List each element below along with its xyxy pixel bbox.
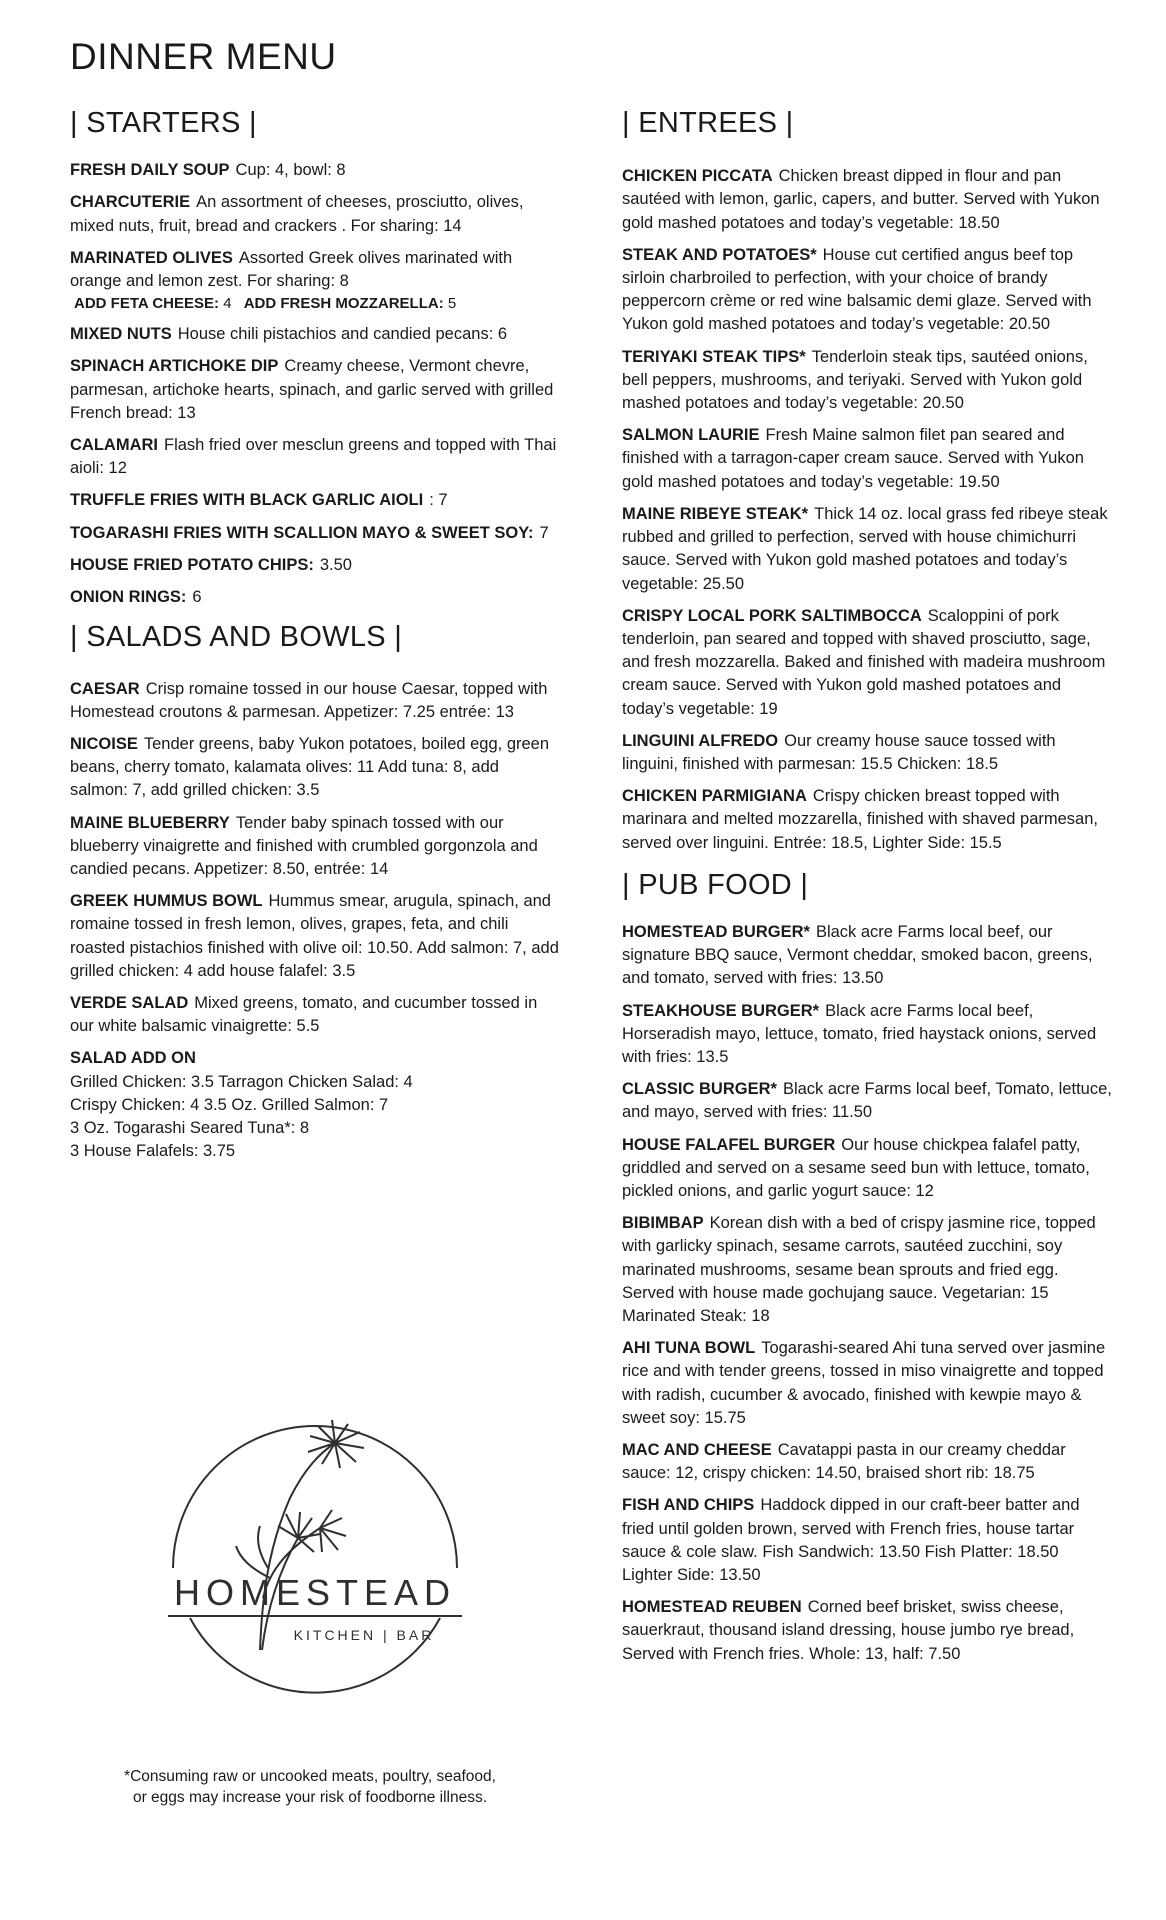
logo-tagline-text: KITCHEN | BAR bbox=[293, 1627, 435, 1643]
menu-item bbox=[70, 191, 560, 237]
logo-brand-text: HOMESTEAD bbox=[173, 1572, 457, 1613]
item-name: FRESH DAILY SOUP bbox=[70, 161, 230, 180]
item-name: MARINATED OLIVES bbox=[70, 248, 233, 267]
menu-item bbox=[622, 1439, 1112, 1485]
olive-addons bbox=[74, 294, 560, 314]
item-desc: Flash fried over mesclun greens and topped with Thai aioli: 12 bbox=[70, 436, 557, 478]
menu-item bbox=[70, 323, 560, 346]
item-name: BIBIMBAP bbox=[622, 1214, 704, 1233]
item-name: HOUSE FALAFEL BURGER bbox=[622, 1135, 836, 1154]
item-desc: Hummus smear, arugula, spinach, and romaine tossed in fresh lemon, olives, grapes, feta, and chili roasted pistachios finished with olive oil: 10.50. Add salmon: 7, add grilled chicken: 4 add house falafel: 3.5 bbox=[70, 892, 559, 980]
item-name: NICOISE bbox=[70, 734, 138, 753]
menu-item bbox=[622, 605, 1112, 721]
item-desc: Crispy chicken breast topped with marinara and melted mozzarella, finished with shaved parmesan, served over linguini. Entrée: 18.5, Lighter Side: 15.5 bbox=[622, 787, 1098, 852]
item-name: SPINACH ARTICHOKE DIP bbox=[70, 357, 279, 376]
item-name: ONION RINGS: bbox=[70, 588, 187, 607]
menu-item bbox=[70, 733, 560, 803]
item-desc: Cup: 4, bowl: 8 bbox=[235, 161, 346, 180]
item-desc: Korean dish with a bed of crispy jasmine rice, topped with garlicky spinach, sesame carrots, sautéed zucchini, soy marinated mushrooms, sesame bean sprouts and fried egg. Served with house made gochujang sauce. Vegetarian: 15 Marinated Steak: 18 bbox=[622, 1214, 1096, 1326]
item-desc: Corned beef brisket, swiss cheese, sauerkraut, thousand island dressing, house jumbo rye bread, Served with French fries. Whole: 13, half: 7.50 bbox=[622, 1598, 1075, 1663]
item-name: TOGARASHI FRIES WITH SCALLION MAYO & SWEET SOY: bbox=[70, 523, 534, 542]
menu-item bbox=[622, 1494, 1112, 1587]
item-name: CLASSIC BURGER* bbox=[622, 1080, 777, 1099]
item-desc: Scaloppini of pork tenderloin, pan seared and topped with shaved prosciutto, sage, and fresh mozzarella. Baked and finished with madeira mushroom cream sauce. Served with Yukon gold mashed potatoes and today’s vegetable: 19 bbox=[622, 606, 1106, 718]
menu-item bbox=[622, 1000, 1112, 1070]
menu-item bbox=[622, 244, 1112, 337]
salad-addon-block bbox=[70, 1047, 560, 1163]
item-desc: 7 bbox=[539, 523, 549, 542]
addon-feta-price: 4 bbox=[223, 295, 232, 313]
item-desc: Our house chickpea falafel patty, griddled and served on a sesame seed bun with lettuce, tomato, pickled onions, and garlic yogurt sauce: 12 bbox=[622, 1135, 1090, 1201]
page-title: DINNER MENU bbox=[70, 36, 337, 77]
item-desc: An assortment of cheeses, prosciutto, olives, mixed nuts, fruit, bread and crackers . For sharing: 14 bbox=[70, 193, 524, 235]
item-name: MIXED NUTS bbox=[70, 325, 172, 344]
item-name: LINGUINI ALFREDO bbox=[622, 731, 779, 750]
menu-item bbox=[622, 346, 1112, 416]
disclaimer-line: *Consuming raw or uncooked meats, poultry, seafood, bbox=[124, 1768, 496, 1785]
salad-addon-line: 3 House Falafels: 3.75 bbox=[70, 1142, 236, 1161]
menu-item bbox=[70, 992, 560, 1038]
salad-addon-line: 3 Oz. Togarashi Seared Tuna*: 8 bbox=[70, 1119, 310, 1137]
menu-item bbox=[70, 434, 560, 480]
item-desc: 3.50 bbox=[319, 555, 352, 574]
disclaimer bbox=[90, 1766, 530, 1808]
item-name: HOMESTEAD REUBEN bbox=[622, 1598, 802, 1617]
item-desc: Black acre Farms local beef, our signature BBQ sauce, Vermont cheddar, smoked bacon, greens, and tomato, served with fries: 13.50 bbox=[622, 922, 1093, 988]
item-name: SALMON LAURIE bbox=[622, 426, 760, 445]
menu-item bbox=[70, 522, 560, 545]
item-desc: Tenderloin steak tips, sautéed onions, bell peppers, mushrooms, and teriyaki. Served with Yukon gold mashed potatoes and today’s vegetable: 20.50 bbox=[622, 347, 1088, 413]
item-name: CHICKEN PARMIGIANA bbox=[622, 787, 807, 806]
section-heading-entrees: | ENTREES | bbox=[622, 107, 794, 139]
item-name: CAESAR bbox=[70, 679, 140, 698]
item-name: CHICKEN PICCATA bbox=[622, 167, 773, 186]
item-desc: Tender baby spinach tossed with our blueberry vinaigrette and finished with crumbled gorgonzola and candied pecans. Appetizer: 8.50, entrée: 14 bbox=[70, 813, 538, 878]
item-name: AHI TUNA BOWL bbox=[622, 1339, 756, 1358]
item-desc: Chicken breast dipped in flour and pan sautéed with lemon, garlic, capers, and butter. Served with Yukon gold mashed potatoes and today’s vegetable: 18.50 bbox=[622, 167, 1100, 232]
section-heading-starters: | STARTERS | bbox=[70, 107, 257, 139]
item-name: VERDE SALAD bbox=[70, 993, 189, 1012]
menu-item bbox=[70, 890, 560, 983]
addon-mozzarella-price: 5 bbox=[447, 295, 457, 313]
menu-item bbox=[70, 159, 560, 182]
menu-item bbox=[622, 1078, 1112, 1124]
item-name: HOMESTEAD BURGER* bbox=[622, 922, 810, 941]
item-name: MAINE BLUEBERRY bbox=[70, 813, 230, 832]
item-desc: Our creamy house sauce tossed with linguini, finished with parmesan: 15.5 Chicken: 18.5 bbox=[622, 731, 1056, 773]
menu-item bbox=[622, 921, 1112, 991]
menu-item bbox=[622, 730, 1112, 776]
dandelion-circle-icon bbox=[150, 1418, 480, 1708]
item-name: CRISPY LOCAL PORK SALTIMBOCCA bbox=[622, 606, 922, 625]
item-name: FISH AND CHIPS bbox=[622, 1496, 755, 1515]
menu-item bbox=[622, 785, 1112, 855]
menu-item bbox=[70, 355, 560, 425]
item-desc: Assorted Greek olives marinated with orange and lemon zest. For sharing: 8 bbox=[70, 248, 513, 291]
menu-item bbox=[70, 678, 560, 724]
menu-item bbox=[622, 503, 1112, 596]
item-name: HOUSE FRIED POTATO CHIPS: bbox=[70, 555, 314, 574]
menu-item bbox=[622, 1134, 1112, 1204]
addon-feta-label: ADD FETA CHEESE: bbox=[74, 295, 220, 313]
item-desc: House cut certified angus beef top sirloin charbroiled to perfection, with your choice of brandy peppercorn crème or red wine balsamic demi glaze. Served with Yukon gold mashed potatoes and today’s vegetable: 20.50 bbox=[622, 245, 1092, 334]
menu-item bbox=[70, 586, 560, 609]
item-name: TERIYAKI STEAK TIPS* bbox=[622, 347, 806, 366]
disclaimer-line: or eggs may increase your risk of foodborne illness. bbox=[132, 1789, 488, 1806]
addon-mozzarella-label: ADD FRESH MOZZARELLA: bbox=[243, 295, 444, 313]
menu-item bbox=[622, 424, 1112, 494]
salad-addon-line: Crispy Chicken: 4 3.5 Oz. Grilled Salmon: 7 bbox=[70, 1095, 389, 1114]
item-name: CHARCUTERIE bbox=[70, 193, 191, 212]
item-name: STEAK AND POTATOES* bbox=[622, 245, 817, 264]
item-desc: Cavatappi pasta in our creamy cheddar sauce: 12, crispy chicken: 14.50, braised short rib: 18.75 bbox=[622, 1441, 1066, 1483]
homestead-logo bbox=[150, 1418, 480, 1708]
item-desc: Creamy cheese, Vermont chevre, parmesan, artichoke hearts, spinach, and garlic served with grilled French bread: 13 bbox=[70, 357, 554, 422]
menu-item bbox=[70, 247, 560, 293]
menu-item bbox=[622, 165, 1112, 235]
menu-item bbox=[622, 1596, 1112, 1666]
item-desc: : 7 bbox=[429, 491, 448, 510]
left-column bbox=[70, 105, 560, 1163]
salad-addon-line: Grilled Chicken: 3.5 Tarragon Chicken Salad: 4 bbox=[70, 1072, 413, 1091]
item-desc: Black acre Farms local beef, Horseradish mayo, lettuce, tomato, fried haystack onions, served with fries: 13.5 bbox=[622, 1001, 1097, 1066]
item-desc: House chili pistachios and candied pecans: 6 bbox=[177, 325, 508, 344]
salad-addon-heading: SALAD ADD ON bbox=[70, 1049, 196, 1068]
menu-item bbox=[622, 1337, 1112, 1430]
menu-item bbox=[70, 489, 560, 512]
item-name: TRUFFLE FRIES WITH BLACK GARLIC AIOLI bbox=[70, 491, 424, 510]
item-desc: Tender greens, baby Yukon potatoes, boiled egg, green beans, cherry tomato, kalamata olives: 11 Add tuna: 8, add salmon: 7, add grilled chicken: 3.5 bbox=[70, 734, 550, 800]
item-desc: Crisp romaine tossed in our house Caesar, topped with Homestead croutons & parmesan. Appetizer: 7.25 entrée: 13 bbox=[70, 679, 548, 721]
section-heading-salads: | SALADS AND BOWLS | bbox=[70, 621, 403, 654]
item-name: GREEK HUMMUS BOWL bbox=[70, 892, 263, 911]
section-heading-pub-food: | PUB FOOD | bbox=[622, 868, 809, 901]
right-column bbox=[622, 105, 1112, 1675]
item-desc: Haddock dipped in our craft-beer batter and fried until golden brown, served with French fries, house tartar sauce & cole slaw. Fish Sandwich: 13.50 Fish Platter: 18.50 Lighter Side: 13.50 bbox=[622, 1496, 1080, 1585]
item-name: MAINE RIBEYE STEAK* bbox=[622, 504, 809, 523]
item-desc: 6 bbox=[192, 588, 202, 607]
menu-item bbox=[622, 1212, 1112, 1328]
menu-item bbox=[70, 554, 560, 577]
item-desc: Togarashi-seared Ahi tuna served over jasmine rice and with tender greens, tossed in miso vinaigrette and topped with radish, cucumber & avocado, finished with kewpie mayo & sweet soy: 15.75 bbox=[622, 1339, 1106, 1427]
item-name: MAC AND CHEESE bbox=[622, 1441, 772, 1460]
item-desc: Fresh Maine salmon filet pan seared and finished with a tarragon-caper cream sauce. Served with Yukon gold mashed potatoes and today’s vegetable: 19.50 bbox=[622, 426, 1084, 491]
item-desc: Black acre Farms local beef, Tomato, lettuce, and mayo, served with fries: 11.50 bbox=[622, 1080, 1112, 1122]
menu-item bbox=[70, 812, 560, 882]
item-name: CALAMARI bbox=[70, 436, 158, 455]
item-name: STEAKHOUSE BURGER* bbox=[622, 1001, 820, 1020]
item-desc: Mixed greens, tomato, and cucumber tossed in our white balsamic vinaigrette: 5.5 bbox=[70, 993, 538, 1036]
item-desc: Thick 14 oz. local grass fed ribeye steak rubbed and grilled to perfection, served with house chimichurri sauce. Served with Yukon gold mashed potatoes and today’s vegetable: 25.50 bbox=[622, 504, 1108, 593]
